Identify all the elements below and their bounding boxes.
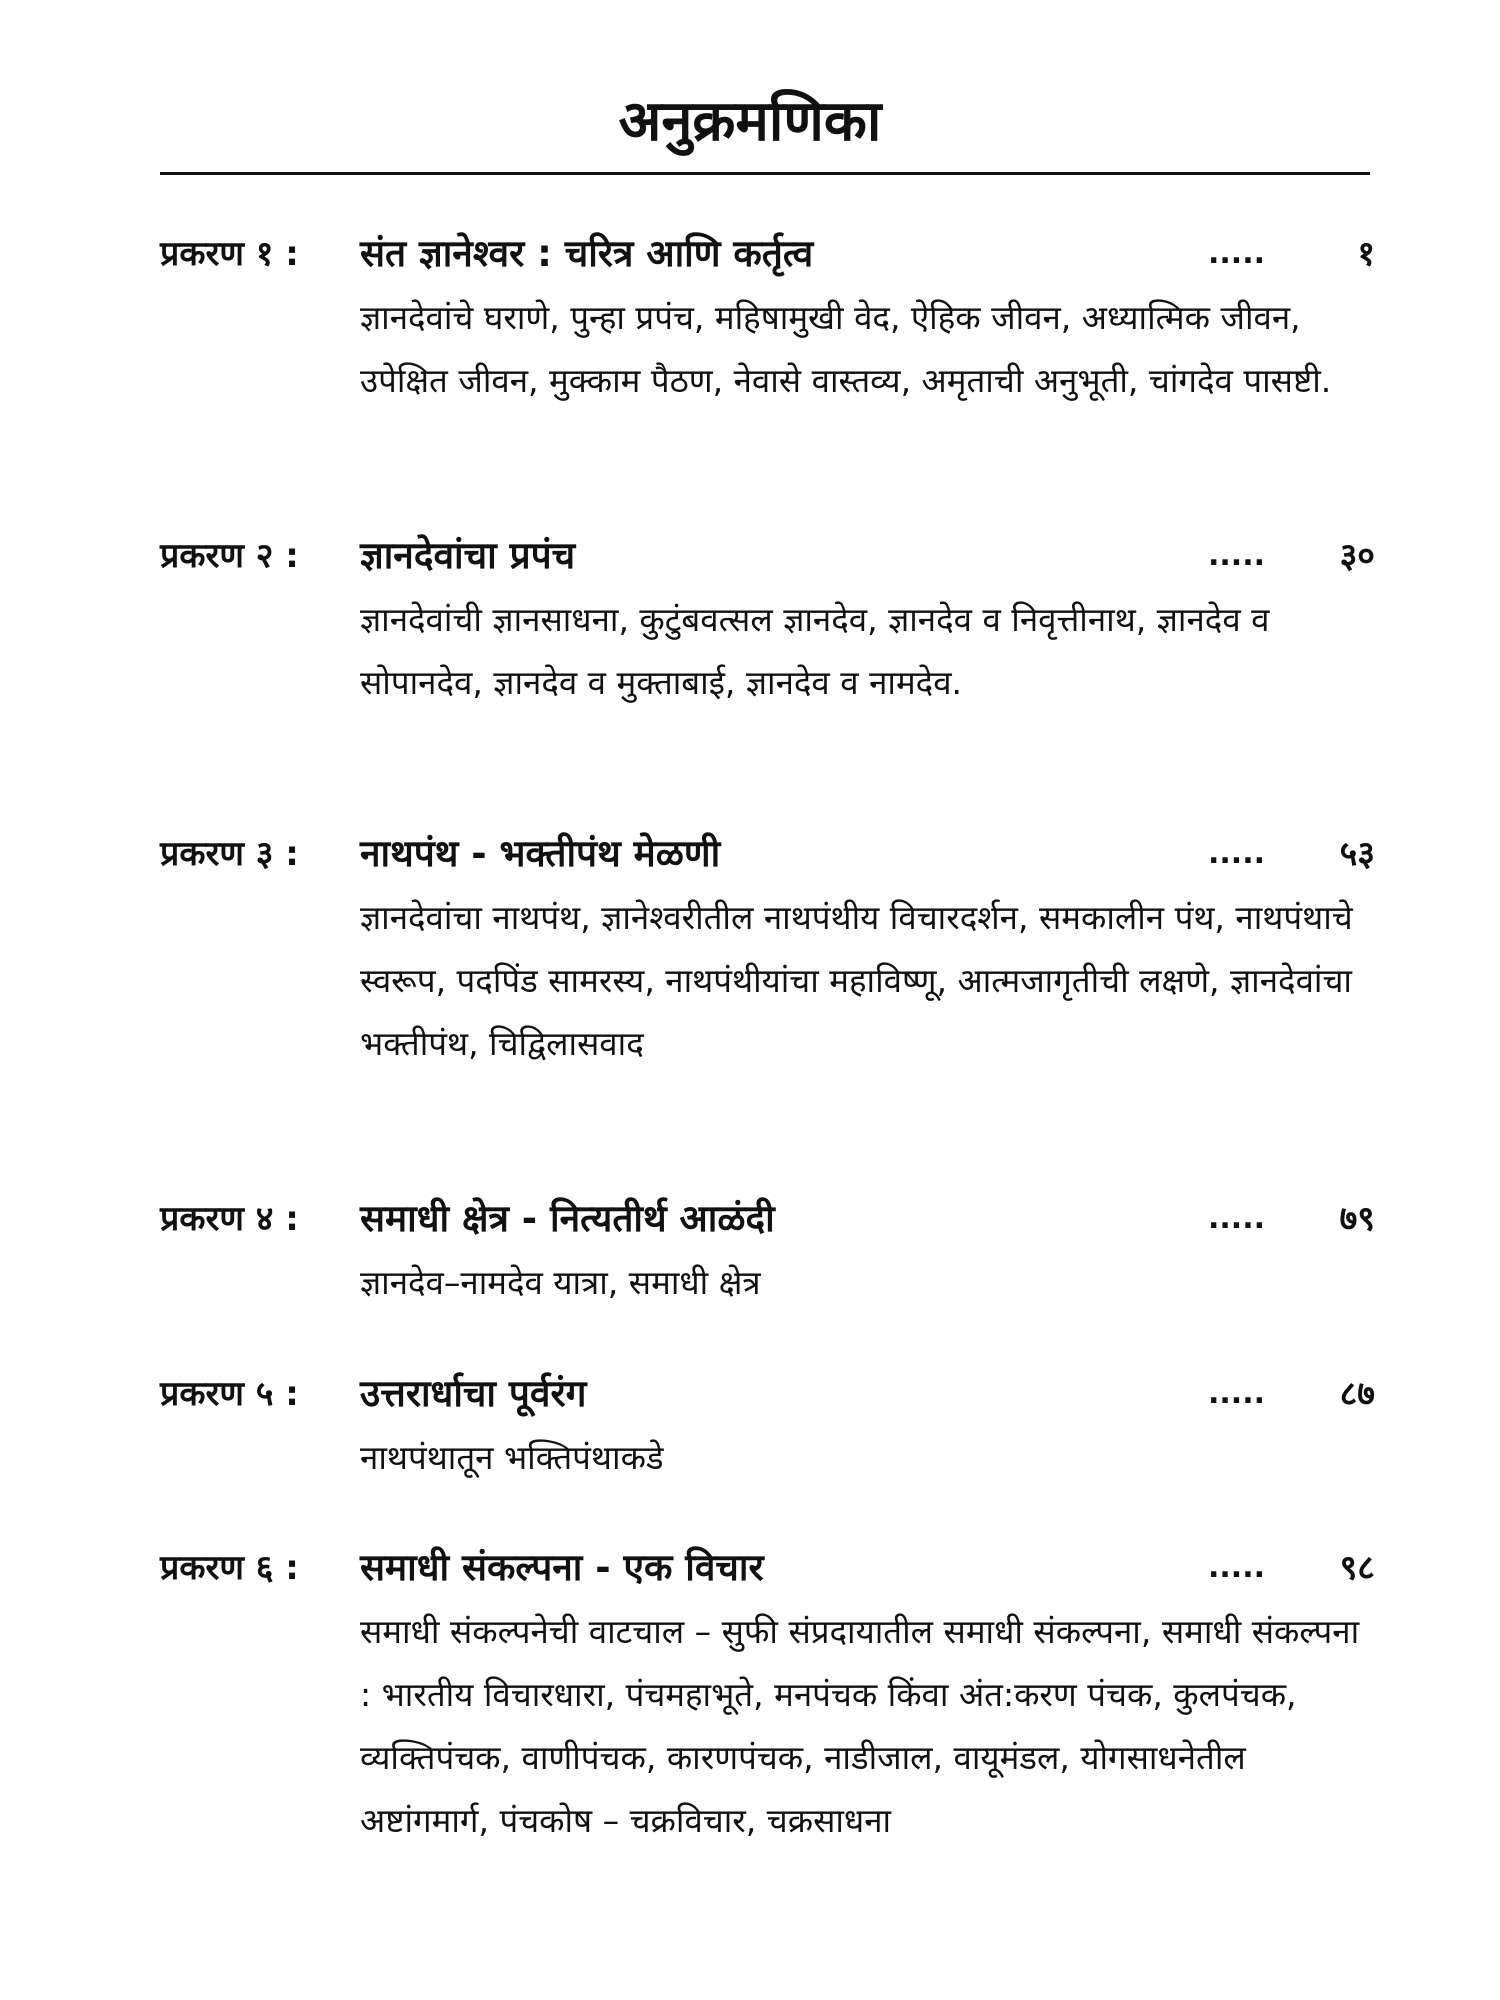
chapter-title: संत ज्ञानेश्वर : चरित्र आणि कर्तृत्व: [360, 232, 814, 275]
toc-entry-heading: [160, 228, 1375, 280]
chapter-label: प्रकरण २ :: [160, 536, 299, 576]
toc-entry-heading: [160, 530, 1375, 582]
chapter-label: प्रकरण ५ :: [160, 1374, 299, 1414]
page-number: ५३: [1339, 834, 1375, 874]
page-number: ७९: [1339, 1199, 1375, 1239]
toc-entry-heading: [160, 828, 1375, 880]
page-number: १: [1357, 234, 1375, 274]
toc-entry-1[interactable]: [160, 228, 1375, 400]
chapter-topics: समाधी संकल्पनेची वाटचाल – सुफी संप्रदायातील समाधी संकल्पना, समाधी संकल्पना : भारतीय विचारधारा, पंचमहाभूते, मनपंचक किंवा अंत:करण पंचक, कुलपंचक, व्यक्तिपंचक, वाणीपंचक, कारणपंचक, नाडीजाल, वायूमंडल, योगसाधनेतील अष्टांगमार्ग, पंचकोष – चक्रविचार, चक्रसाधना: [360, 1612, 1360, 1840]
toc-entry-heading: [160, 1193, 1375, 1245]
leader-dots: .....: [1208, 1550, 1265, 1585]
toc-entry-4[interactable]: [160, 1193, 1375, 1302]
leader-dots: .....: [1208, 1376, 1265, 1411]
toc-entry-5[interactable]: [160, 1368, 1375, 1477]
chapter-label: प्रकरण ४ :: [160, 1199, 299, 1239]
chapter-title: नाथपंथ - भक्तीपंथ मेळणी: [360, 832, 721, 875]
toc-entry-3[interactable]: [160, 828, 1375, 1063]
chapter-topics: ज्ञानदेवांचा नाथपंथ, ज्ञानेश्वरीतील नाथपंथीय विचारदर्शन, समकालीन पंथ, नाथपंथाचे स्वरूप, पदपिंड सामरस्य, नाथपंथीयांचा महाविष्णू, आत्मजागृतीची लक्षणे, ज्ञानदेवांचा भक्तीपंथ, चिद्विलासवाद: [360, 898, 1353, 1063]
leader-dots: .....: [1208, 236, 1265, 271]
title-divider: [160, 172, 1370, 175]
page-number: ९८: [1339, 1548, 1375, 1588]
page-number: ८७: [1339, 1374, 1375, 1414]
chapter-label: प्रकरण १ :: [160, 234, 299, 274]
leader-dots: .....: [1208, 538, 1265, 573]
page-title: अनुक्रमणिका: [618, 89, 882, 154]
chapter-topics: ज्ञानदेवांचे घराणे, पुन्हा प्रपंच, महिषामुखी वेद, ऐहिक जीवन, अध्यात्मिक जीवन, उपेक्षित जीवन, मुक्काम पैठण, नेवासे वास्तव्य, अमृताची अनुभूती, चांगदेव पासष्टी.: [360, 298, 1332, 400]
chapter-topics: ज्ञानदेव–नामदेव यात्रा, समाधी क्षेत्र: [360, 1263, 761, 1302]
leader-dots: .....: [1208, 1201, 1265, 1236]
chapter-title: ज्ञानदेवांचा प्रपंच: [360, 534, 576, 577]
leader-dots: .....: [1208, 836, 1265, 871]
chapter-label: प्रकरण ६ :: [160, 1548, 299, 1588]
page-number: ३०: [1339, 536, 1375, 576]
chapter-topics: ज्ञानदेवांची ज्ञानसाधना, कुटुंबवत्सल ज्ञानदेव, ज्ञानदेव व निवृत्तीनाथ, ज्ञानदेव व सोपानदेव, ज्ञानदेव व मुक्ताबाई, ज्ञानदेव व नामदेव.: [360, 600, 1270, 702]
toc-entry-6[interactable]: [160, 1542, 1375, 1840]
toc-entry-2[interactable]: [160, 530, 1375, 702]
chapter-topics: नाथपंथातून भक्तिपंथाकडे: [360, 1438, 664, 1477]
chapter-title: समाधी संकल्पना - एक विचार: [360, 1546, 764, 1589]
toc-entry-heading: [160, 1368, 1375, 1420]
toc-entry-heading: [160, 1542, 1375, 1594]
chapter-label: प्रकरण ३ :: [160, 834, 299, 874]
chapter-title: समाधी क्षेत्र - नित्यतीर्थ आळंदी: [360, 1197, 775, 1240]
chapter-title: उत्तरार्धाचा पूर्वरंग: [360, 1372, 587, 1415]
